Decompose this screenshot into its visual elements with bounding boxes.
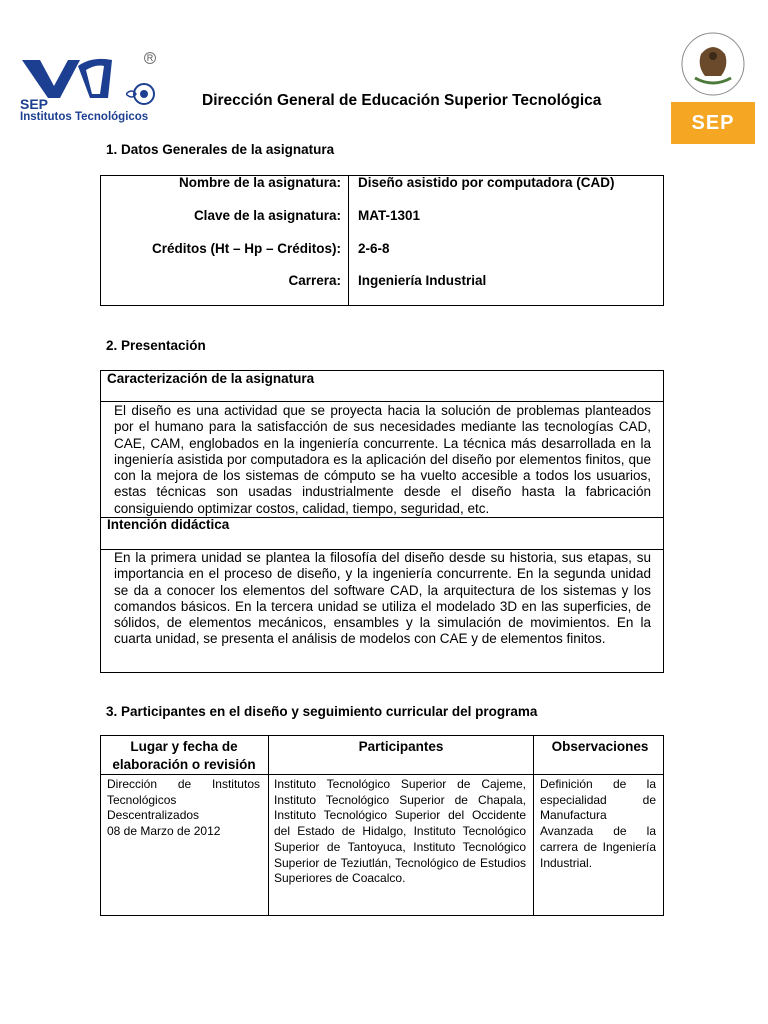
logo-word: SEP — [20, 96, 49, 112]
lugar-text: Dirección de Institutos Tecnológicos Descentralizados — [107, 777, 260, 823]
col-header-lugar: Lugar y fecha de elaboración o revisión — [112, 739, 256, 772]
column-divider — [348, 176, 349, 305]
sep-logo-mark-icon — [20, 56, 140, 100]
value-carrera: Ingeniería Industrial — [358, 273, 487, 288]
section-heading-3: 3. Participantes en el diseño y seguimiento curricular del programa — [106, 704, 538, 719]
general-data-table — [100, 175, 664, 306]
logo-subtitle: Institutos Tecnológicos — [20, 111, 149, 123]
label-carrera: Carrera: — [288, 273, 341, 288]
cell-lugar — [107, 777, 260, 840]
row-divider — [101, 401, 663, 402]
sep-emblem — [671, 26, 755, 144]
label-creditos: Créditos (Ht – Hp – Créditos): — [151, 241, 341, 256]
intencion-title: Intención didáctica — [107, 517, 230, 532]
column-divider — [268, 736, 269, 915]
registered-mark: R — [144, 52, 156, 64]
value-nombre: Diseño asistido por computadora (CAD) — [358, 175, 615, 190]
presentation-table — [100, 370, 664, 673]
col-header-observaciones: Observaciones — [551, 739, 649, 754]
page-title: Dirección General de Educación Superior Tecnológica — [202, 92, 602, 109]
value-creditos: 2-6-8 — [358, 241, 390, 256]
caracterizacion-text: El diseño es una actividad que se proyecta hacia la solución de problemas planteados por el humano para la satisfacción de sus necesidades mediante las tecnologías CAD, CAE, CAM, englobados en la ingeniería concurrente. La técnica más desarrollada en la ingeniería asistida por computadora es la aplicación del diseño por elementos finitos, que con la mejora de los sistemas de cómputo se ha vuelto accesible a todos los usuarios, estas técnicas son usadas industrialmente desde el diseño hasta la fabricación consiguiendo optimizar costos, calidad, tiempo, seguridad, etc. — [114, 403, 651, 516]
fecha-text: 08 de Marzo de 2012 — [107, 824, 221, 839]
coat-of-arms — [671, 26, 755, 102]
sep-institutos-logo — [18, 52, 168, 128]
label-clave: Clave de la asignatura: — [193, 208, 341, 223]
col-header-participantes: Participantes — [358, 739, 444, 754]
emblem-label: SEP — [671, 102, 755, 144]
section-heading-1: 1. Datos Generales de la asignatura — [106, 142, 335, 157]
intencion-text: En la primera unidad se plantea la filosofía del diseño desde su historia, sus etapas, su importancia en el proceso de diseño, y la ingeniería concurrente. En la segunda unidad se da a conocer los elementos del software CAD, la arquitectura de los sistemas y los comandos básicos. En la tercera unidad se utiliza el modelado 3D en las superficies, de sólidos, de elementos mecánicos, ensambles y la simulación de movimientos. En la cuarta unidad, se presenta el análisis de modelos con CAE y de elementos finitos. — [114, 550, 651, 647]
participants-table — [100, 735, 664, 916]
header-divider — [101, 774, 663, 775]
eagle-icon — [671, 26, 755, 102]
label-nombre: Nombre de la asignatura: — [178, 175, 341, 190]
value-clave: MAT-1301 — [358, 208, 421, 223]
section-heading-2: 2. Presentación — [106, 338, 206, 353]
emblem-flower-icon — [126, 80, 156, 108]
cell-participantes: Instituto Tecnológico Superior de Cajeme, Instituto Tecnológico Superior de Chapala, Instituto Tecnológico Superior del Occidente del Estado de Hidalgo, Instituto Tecnológico Superior de Tantoyuca, Instituto Tecnológico Superior de Teziutlán, Tecnológico de Estudios Superiores de Coacalco. — [274, 777, 526, 886]
cell-observaciones: Definición de la especialidad de Manufactura Avanzada de la carrera de Ingeniería Industrial. — [540, 777, 656, 870]
caracterizacion-title: Caracterización de la asignatura — [107, 371, 315, 386]
column-divider — [533, 736, 534, 915]
